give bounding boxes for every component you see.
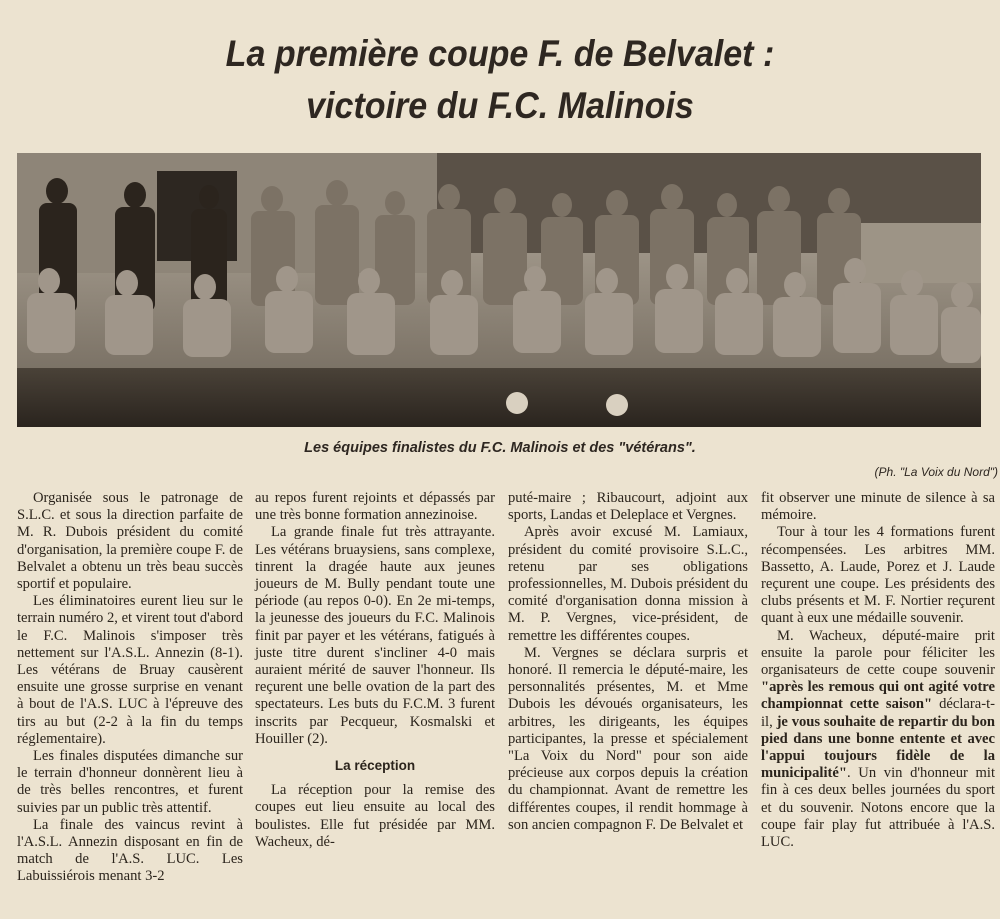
team-photo-illustration bbox=[17, 153, 981, 427]
photo-caption: Les équipes finalistes du F.C. Malinois et des "vétérans". bbox=[304, 440, 696, 456]
headline-line-1: La première coupe F. de Belvalet : bbox=[225, 33, 775, 74]
article-column-4 bbox=[761, 490, 995, 851]
paragraph: au repos furent rejoints et dépassés par une très bonne formation annezinoise. bbox=[255, 490, 495, 524]
photo-credit: (Ph. "La Voix du Nord") bbox=[874, 465, 998, 479]
text-run: . Un vin d'honneur mit fin à ces deux belles journées du sport et du souvenir. Notons encore que la coupe fair play fut attribuée à l'A.S. LUC. bbox=[761, 765, 995, 851]
text-run: M. Wacheux, député-maire prit ensuite la parole pour féliciter les organisateurs de cette coupe souvenir bbox=[761, 627, 995, 679]
paragraph: fit observer une minute de silence à sa mémoire. bbox=[761, 490, 995, 524]
paragraph: La réception pour la remise des coupes eut lieu ensuite au local des boulistes. Elle fut présidée par MM. Wacheux, dé- bbox=[255, 782, 495, 850]
section-heading: La réception bbox=[334, 758, 416, 774]
headline-line-2: victoire du F.C. Malinois bbox=[306, 85, 694, 126]
paragraph: Les éliminatoires eurent lieu sur le terrain numéro 2, et virent tout d'abord le F.C. Malinois s'imposer très nettement sur l'A.S.L. Annezin (8-1). Les vétérans de Bruay causèrent ensuite une grosse surprise en venant à bout de l'A.S. LUC à l'épreuve des tirs au but (2-2 à la fin du temps réglementaire). bbox=[17, 593, 243, 747]
paragraph: Après avoir excusé M. Lamiaux, président du comité provisoire S.L.C., retenu par ses obligations professionnelles, M. Dubois président du comité d'organisation donna mission à M. P. Vergnes, vice-président, de remettre les différentes coupes. bbox=[508, 524, 748, 644]
paragraph: La finale des vaincus revint à l'A.S.L. Annezin disposant en fin de match de l'A.S. LUC. Les Labuissiérois menant 3-2 bbox=[17, 816, 243, 885]
paragraph: Les finales disputées dimanche sur le terrain d'honneur donnèrent lieu à de très belles rencontres, et furent suivies par un public très attentif. bbox=[17, 748, 243, 816]
paragraph: Tour à tour les 4 formations furent récompensées. Les arbitres MM. Bassetto, A. Laude, Porez et J. Laude reçurent une coupe. Les présidents des clubs présents et M. F. Nortier reçurent quant à eux une médaille souvenir. bbox=[761, 524, 995, 627]
text-run: déclara-t-il, bbox=[761, 696, 995, 730]
quote-bold: je vous souhaite de repartir du bon pied dans une bonne entente et avec l'appui toujours fidèle de la municipalité" bbox=[761, 713, 996, 782]
article-column-2 bbox=[255, 490, 495, 851]
article-headline bbox=[40, 28, 960, 132]
paragraph: M. Vergnes se déclara surpris et honoré. Il remercia le député-maire, les personnalités présentes, M. et Mme Dubois les dévoués organisateurs, les arbitres, les dirigeants, les équipes participantes, la presse et spécialement "La Voix du Nord" pour son aide précieuse aux corpos depuis la création du championnat. Avant de remettre les différentes coupes, il rendit hommage à son ancien compagnon F. De Belvalet et bbox=[508, 644, 748, 833]
article-column-3 bbox=[508, 490, 748, 834]
paragraph: Organisée sous le patronage de S.L.C. et sous la direction parfaite de M. R. Dubois président du comité d'organisation, la première coupe F. de Belvalet a obtenu un très beau succès sportif et populaire. bbox=[17, 490, 243, 593]
quote-bold: "après les remous qui ont agité votre championnat cette saison" bbox=[761, 679, 995, 713]
paragraph: puté-maire ; Ribaucourt, adjoint aux sports, Landas et Deleplace et Vergnes. bbox=[508, 490, 748, 524]
paragraph: La grande finale fut très attrayante. Les vétérans bruaysiens, sans complexe, tinrent la dragée haute aux jeunes joueurs de M. Bully pendant toute une période (au repos 0-0). En 2e mi-temps, la jeunesse des joueurs du F.C. Malinois finit par payer et les vétérans, fatigués à juste titre durent s'incliner 4-0 mais auraient mérité de sauver l'honneur. Ils reçurent une belle ovation de la part des spectateurs. Les buts du F.C.M. 3 furent inscrits par Pecqueur, Kosmalski et Houiller (2). bbox=[255, 524, 495, 747]
team-photo bbox=[17, 153, 981, 427]
article-column-1 bbox=[17, 490, 243, 886]
paragraph bbox=[761, 628, 995, 852]
